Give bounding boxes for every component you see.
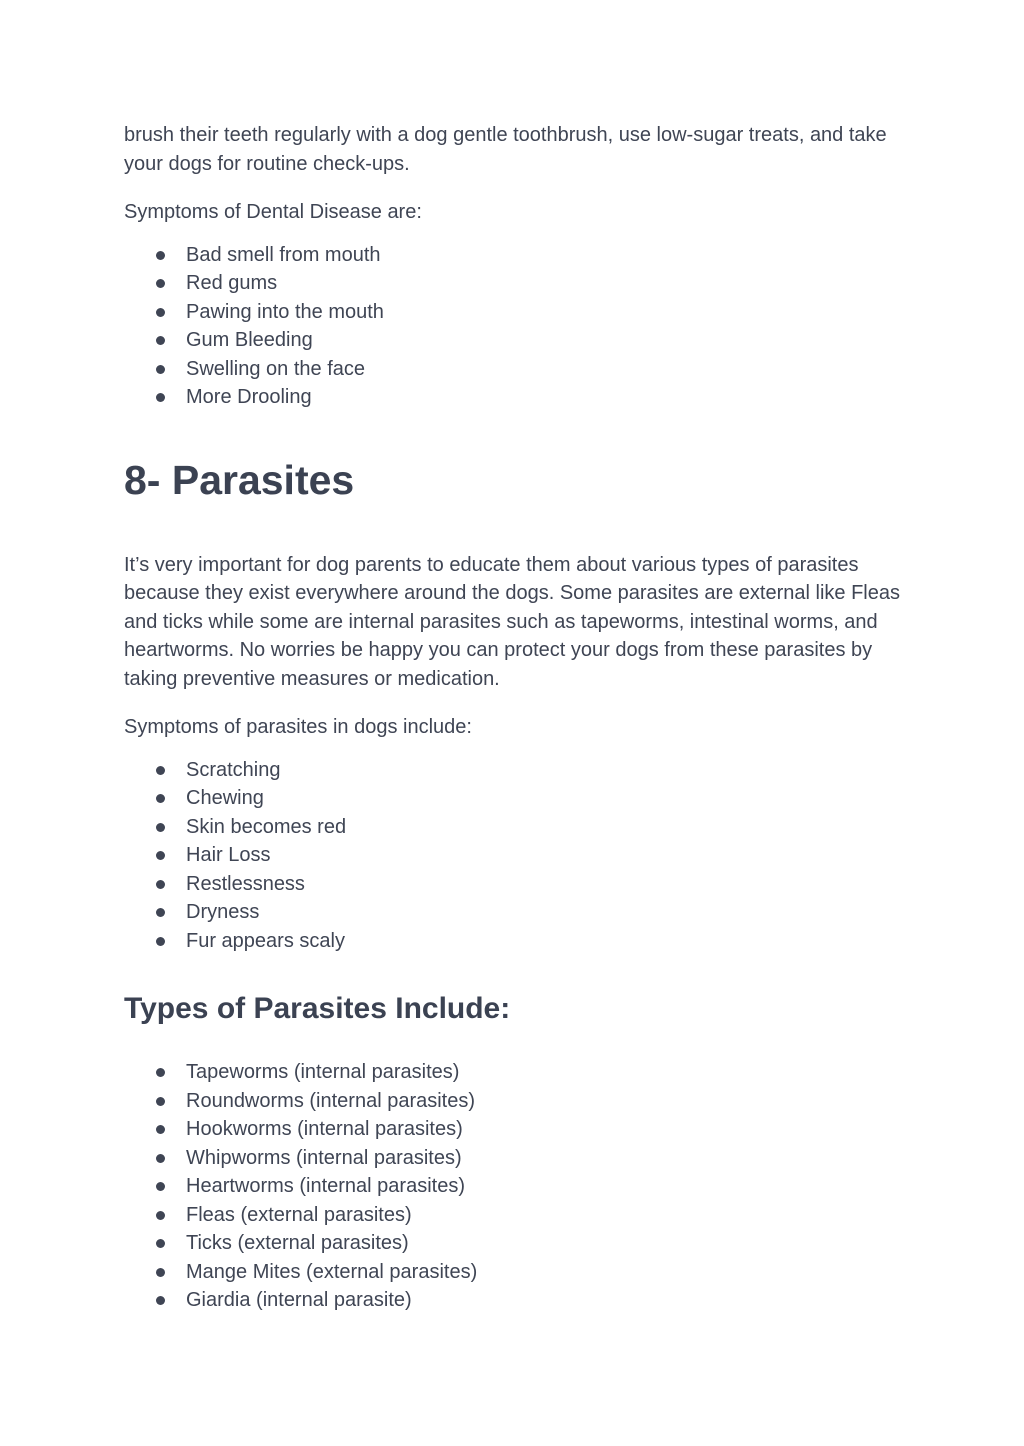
bullet-icon — [156, 308, 165, 317]
list-item — [124, 1144, 904, 1173]
list-item — [124, 1172, 904, 1201]
bullet-icon — [156, 766, 165, 775]
document-page — [124, 121, 904, 1315]
list-item — [124, 784, 904, 813]
list-item — [124, 269, 904, 298]
bullet-icon — [156, 1182, 165, 1191]
list-item-label: Tapeworms (internal parasites) — [186, 1061, 460, 1083]
bullet-icon — [156, 794, 165, 803]
bullet-icon — [156, 1239, 165, 1248]
list-item-label: Pawing into the mouth — [186, 300, 384, 323]
list-item-label: Whipworms (internal parasites) — [186, 1146, 462, 1169]
parasites-symptoms-list — [124, 756, 904, 956]
list-item — [124, 1115, 904, 1144]
parasite-types-list — [124, 1058, 904, 1315]
list-item-label: Chewing — [186, 787, 264, 809]
bullet-icon — [156, 937, 165, 946]
bullet-icon — [156, 880, 165, 889]
dental-symptoms-heading: Symptoms of Dental Disease are: — [124, 201, 422, 223]
bullet-icon — [156, 908, 165, 917]
list-item — [124, 355, 904, 384]
bullet-icon — [156, 823, 165, 832]
list-item-label: Restlessness — [186, 872, 305, 895]
list-item-label: Hookworms (internal parasites) — [186, 1118, 463, 1140]
bullet-icon — [156, 1125, 165, 1134]
bullet-icon — [156, 279, 165, 288]
list-item-label: Heartworms (internal parasites) — [186, 1175, 465, 1197]
list-item-label: Skin becomes red — [186, 815, 347, 838]
list-item — [124, 383, 904, 412]
list-item-label: Mange Mites (external parasites) — [186, 1260, 478, 1283]
parasites-symptoms-heading: Symptoms of parasites in dogs include: — [124, 716, 472, 738]
list-item-label: Fleas (external parasites) — [186, 1203, 412, 1226]
bullet-icon — [156, 393, 165, 402]
bullet-icon — [156, 1296, 165, 1305]
intro-paragraph: brush their teeth regularly with a dog gentle toothbrush, use low-sugar treats, and take your dogs for routine check-ups. — [124, 124, 887, 175]
list-item-label: Dryness — [186, 901, 260, 923]
list-item — [124, 241, 904, 270]
list-item — [124, 1087, 904, 1116]
section-title: 8- Parasites — [124, 456, 355, 503]
list-item-label: Fur appears scaly — [186, 929, 345, 952]
list-item — [124, 1286, 904, 1315]
list-item-label: Swelling on the face — [186, 357, 366, 380]
list-item-label: Gum Bleeding — [186, 329, 313, 351]
list-item-label: Red gums — [186, 272, 278, 294]
types-subtitle: Types of Parasites Include: — [124, 992, 511, 1025]
bullet-icon — [156, 336, 165, 345]
list-item — [124, 298, 904, 327]
dental-symptoms-list — [124, 241, 904, 412]
list-item-label: Roundworms (internal parasites) — [186, 1089, 476, 1112]
parasites-paragraph: It’s very important for dog parents to educate them about various types of parasites because they exist everywhere around the dogs. Some parasites are external like Fleas and ticks while some are internal parasites such as tapeworms, intestinal worms, and heartworms. No worries be happy you can protect your dogs from these parasites by taking preventive measures or medication. — [124, 553, 900, 690]
list-item-label: Giardia (internal parasite) — [186, 1289, 412, 1311]
bullet-icon — [156, 1097, 165, 1106]
list-item-label: Hair Loss — [186, 844, 271, 866]
list-item-label: Scratching — [186, 758, 281, 781]
list-item-label: More Drooling — [186, 386, 312, 408]
bullet-icon — [156, 365, 165, 374]
bullet-icon — [156, 1268, 165, 1277]
list-item — [124, 326, 904, 355]
list-item — [124, 870, 904, 899]
bullet-icon — [156, 851, 165, 860]
bullet-icon — [156, 1211, 165, 1220]
list-item — [124, 1258, 904, 1287]
bullet-icon — [156, 1154, 165, 1163]
bullet-icon — [156, 251, 165, 260]
list-item-label: Bad smell from mouth — [186, 243, 381, 266]
list-item — [124, 1201, 904, 1230]
list-item — [124, 898, 904, 927]
list-item — [124, 1229, 904, 1258]
list-item — [124, 927, 904, 956]
list-item — [124, 756, 904, 785]
list-item — [124, 1058, 904, 1087]
bullet-icon — [156, 1068, 165, 1077]
list-item — [124, 813, 904, 842]
list-item-label: Ticks (external parasites) — [186, 1232, 409, 1254]
list-item — [124, 841, 904, 870]
